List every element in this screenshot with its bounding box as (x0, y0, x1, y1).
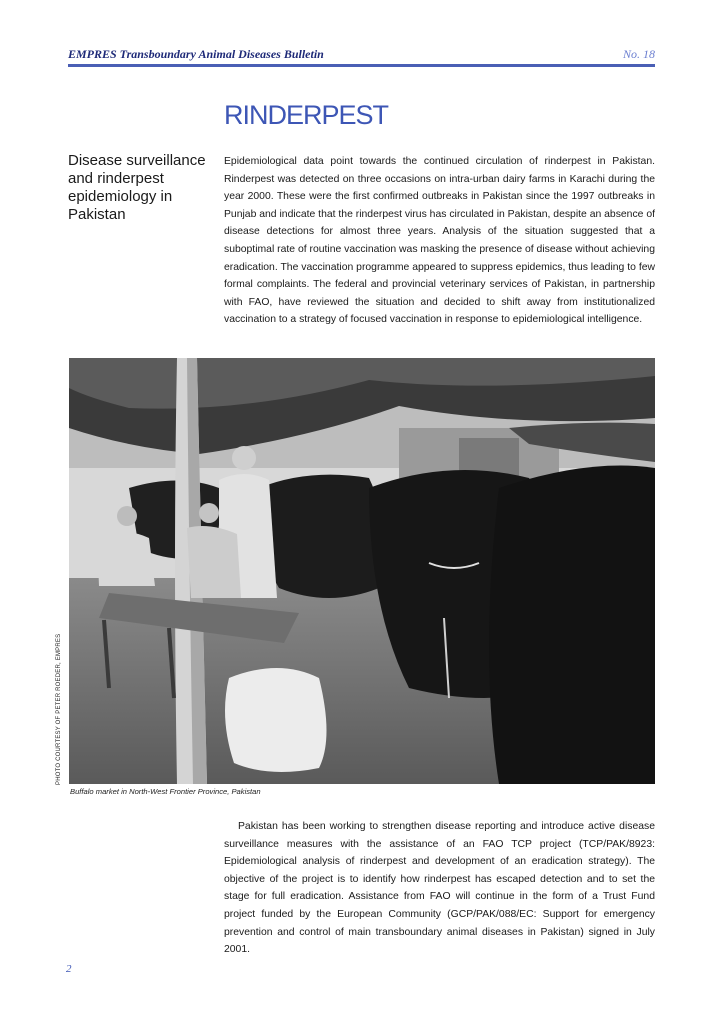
issue-number: No. 18 (622, 47, 655, 61)
paragraph-project: Pakistan has been working to strengthen disease reporting and introduce active disease surveillance measures with the assistance of an FAO TCP project (TCP/PAK/8923: Epidemiological analysis of rinderpest and development of an eradication strategy). The objective of the project is to identify how rinderpest has escaped detection and to set the stage for full eradication. Assistance from FAO will continue in the form of a Trust Fund project funded by the European Community (GCP/PAK/088/EC: Support for emergency prevention and control of main transboundary animal diseases in Pakistan) signed in July 2001. (224, 821, 655, 956)
photo-caption: Buffalo market in North-West Frontier Province, Pakistan (70, 787, 261, 796)
market-photo (69, 358, 655, 784)
publication-title: EMPRES Transboundary Animal Diseases Bulletin (68, 47, 324, 61)
section-title: RINDERPEST (224, 100, 389, 130)
photo-credit: PHOTO COURTESY OF PETER ROEDER, EMPRES (56, 633, 62, 785)
paragraph-intro: Epidemiological data point towards the continued circulation of rinderpest in Pakistan. Rinderpest was detected on three occasions on intra-urban dairy farms in Karachi during the year 2000. These were the first confirmed outbreaks in Pakistan since the 1997 outbreaks in Punjab and indicate that the rinderpest virus has circulated in Pakistan, despite an absence of disease detections for almost three years. Analysis of the situation suggested that a suboptimal rate of routine vaccination was masking the presence of disease without achieving eradication. The vaccination programme appeared to suppress epidemics, thus leading to few formal complaints. The federal and provincial veterinary services of Pakistan, in partnership with FAO, have reviewed the situation and decided to shift away from institutionalized vaccination to a strategy of focused vaccination in response to epidemiological intelligence. (224, 156, 655, 326)
page-number: 2 (66, 963, 72, 975)
side-heading: Disease surveillance and rinderpest epidemiology in Pakistan (68, 152, 206, 223)
running-header (68, 44, 655, 67)
